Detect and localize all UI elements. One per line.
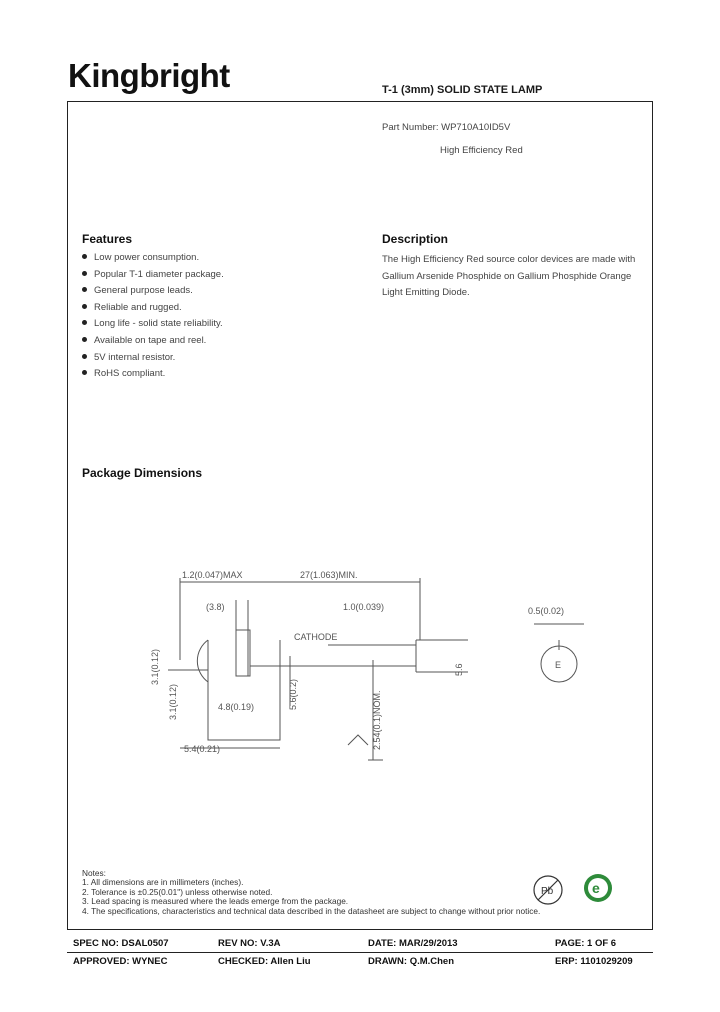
dim-diameter-outer: 3.1(0.12) [168, 683, 178, 720]
package-dimension-drawing [68, 560, 628, 780]
list-item: RoHS compliant. [82, 368, 224, 385]
eco-e-icon [584, 874, 612, 902]
dim-base-length: 5.4(0.21) [184, 744, 221, 754]
document-title: T-1 (3mm) SOLID STATE LAMP [382, 84, 543, 96]
list-item: Low power consumption. [82, 252, 224, 269]
list-item: 5V internal resistor. [82, 352, 224, 369]
description-line: Light Emitting Diode. [382, 287, 470, 299]
list-item: Available on tape and reel. [82, 335, 224, 352]
dim-flat: 5.6 [454, 663, 464, 676]
list-item: Popular T-1 diameter package. [82, 269, 224, 286]
bullet-icon [82, 287, 87, 292]
center-mark [348, 735, 368, 745]
bullet-icon [82, 370, 87, 375]
bullet-icon [82, 271, 87, 276]
bullet-icon [82, 354, 87, 359]
bullet-icon [82, 320, 87, 325]
polarity-mark: E [555, 660, 562, 670]
dim-diameter: 3.1(0.12) [150, 648, 160, 685]
checked-by: CHECKED: Allen Liu [218, 956, 311, 967]
dim-cathode: CATHODE [294, 632, 338, 642]
dim-lead-width: 1.2(0.047)MAX [182, 570, 243, 580]
list-item: General purpose leads. [82, 285, 224, 302]
notes-title: Notes: [82, 868, 106, 878]
svg-text:e: e [592, 880, 600, 896]
description-line: Gallium Arsenide Phosphide on Gallium Phosphide Orange [382, 270, 632, 282]
dim-total-length: 27(1.063)MIN. [300, 570, 358, 580]
features-heading: Features [82, 232, 133, 246]
drawn-by: DRAWN: Q.M.Chen [368, 956, 455, 967]
bullet-icon [82, 337, 87, 342]
package-heading: Package Dimensions [82, 466, 203, 480]
list-item: Long life - solid state reliability. [82, 318, 224, 335]
dim-lead-min: 1.0(0.039) [343, 602, 385, 612]
description-line: The High Efficiency Red source color devices are made with [382, 254, 636, 265]
dim-resistor: 5.6(0.2) [288, 678, 298, 710]
led-dome [197, 640, 208, 682]
svg-text:Pb: Pb [541, 886, 554, 897]
description-heading: Description [382, 232, 449, 246]
bullet-icon [82, 304, 87, 309]
note-item: 4. The specifications, characteristics and technical data described in the datasheet are subject to change without prior notice. [82, 905, 541, 916]
part-color: High Efficiency Red [440, 145, 523, 156]
spec-number: SPEC NO: DSAL0507 [73, 938, 169, 949]
approved-by: APPROVED: WYNEC [73, 956, 168, 967]
description-text [382, 252, 652, 302]
note-item: 2. Tolerance is ±0.25(0.01") unless otherwise noted. [82, 886, 273, 897]
page-number: PAGE: 1 OF 6 [555, 938, 617, 949]
dim-lead-square: 0.5(0.02) [528, 606, 565, 616]
dim-body-height: 4.8(0.19) [218, 702, 255, 712]
note-item: 3. Lead spacing is measured where the leads emerge from the package. [82, 896, 349, 907]
erp-number: ERP: 1101029209 [555, 956, 633, 967]
led-body-outline [208, 640, 280, 740]
content-frame [67, 101, 653, 930]
note-item: 1. All dimensions are in millimeters (inches). [82, 877, 244, 888]
part-number: Part Number: WP710A10ID5V [382, 122, 511, 133]
dim-pitch: 2.54(0.1)NOM. [372, 690, 382, 750]
date: DATE: MAR/29/2013 [368, 938, 458, 949]
notes-block [82, 869, 540, 916]
bullet-icon [82, 254, 87, 259]
features-list [82, 252, 224, 385]
brand-logo: Kingbright [68, 57, 230, 94]
dim-flange: (3.8) [206, 602, 225, 612]
revision-number: REV NO: V.3A [218, 938, 281, 949]
footer-divider [67, 952, 653, 953]
compliance-badges [528, 870, 618, 910]
list-item: Reliable and rugged. [82, 302, 224, 319]
